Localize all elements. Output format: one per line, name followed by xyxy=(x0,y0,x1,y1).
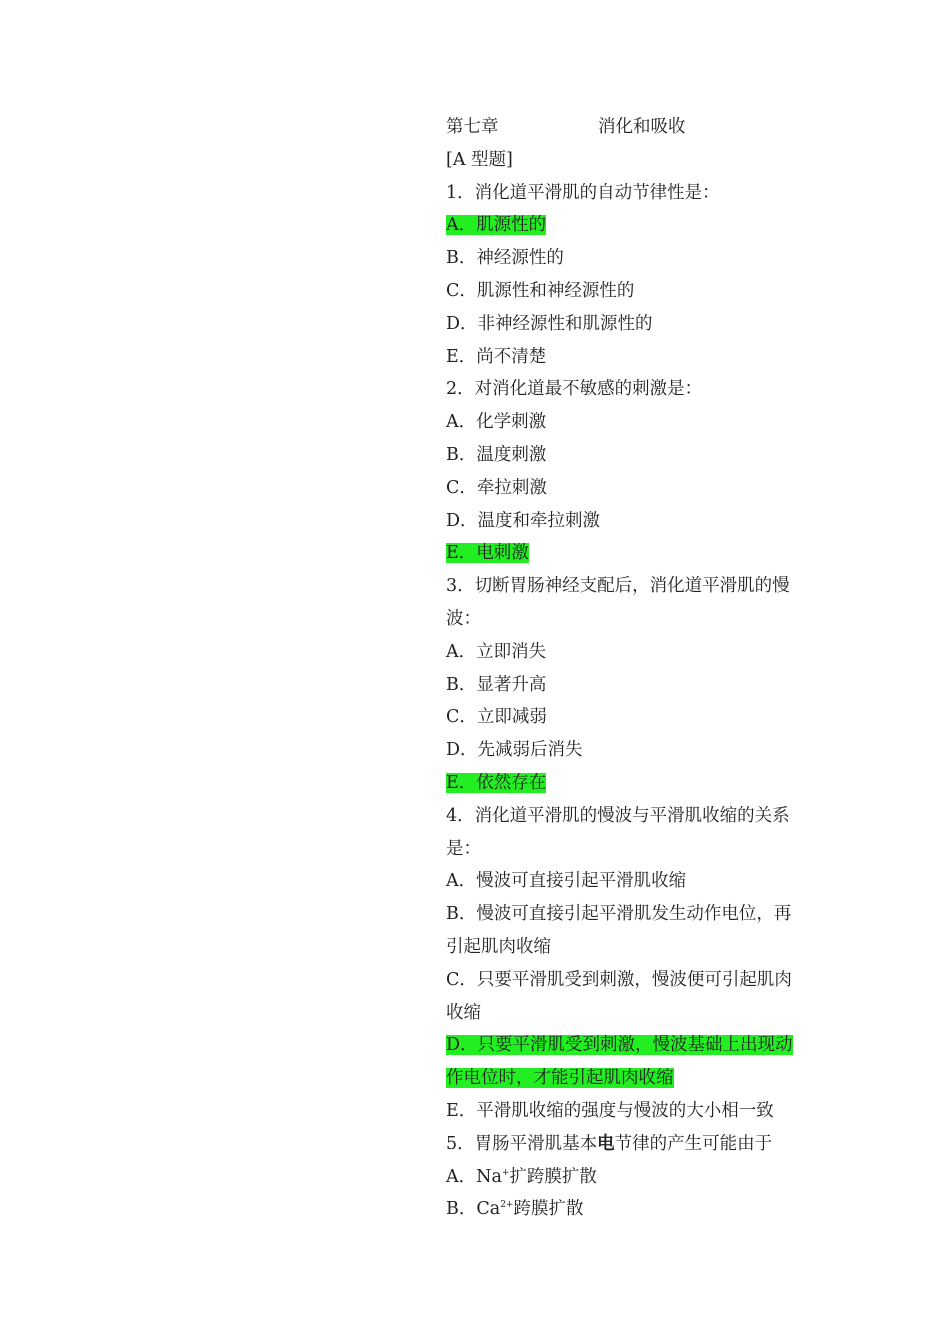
option: A．化学刺激 xyxy=(446,412,547,433)
option xyxy=(446,767,808,800)
stem-text: 5．胃肠平滑肌基本 xyxy=(446,1133,598,1154)
option: D．温度和牵拉刺激 xyxy=(446,510,601,531)
option: A．慢波可直接引起平滑肌收缩 xyxy=(446,871,687,892)
option-text: 跨膜扩散 xyxy=(513,1199,584,1220)
ion-charge: 2+ xyxy=(500,1200,514,1211)
correct-answer-highlight: D．只要平滑肌受到刺激，慢波基础上出现动作电位时，才能引起肌肉收缩 xyxy=(446,1035,793,1089)
correct-answer-highlight: E．依然存在 xyxy=(446,772,547,793)
option: D．非神经源性和肌源性的 xyxy=(446,313,653,334)
stem-bold-text: 电 xyxy=(597,1133,615,1154)
question-stem xyxy=(446,1128,808,1161)
chapter-number: 第七章 xyxy=(446,117,499,137)
option: C．肌源性和神经源性的 xyxy=(446,280,635,301)
ion-charge: + xyxy=(501,1167,510,1178)
option-text: 扩跨膜扩散 xyxy=(509,1166,597,1187)
option xyxy=(446,1029,808,1095)
option-text: B．Ca xyxy=(446,1199,501,1220)
option: B．慢波可直接引起平滑肌发生动作电位，再引起肌肉收缩 xyxy=(446,904,792,957)
option: B．神经源性的 xyxy=(446,248,564,269)
question-stem: 1．消化道平滑肌的自动节律性是： xyxy=(446,182,720,203)
option: E．平滑肌收缩的强度与慢波的大小相一致 xyxy=(446,1100,774,1121)
option xyxy=(446,1193,808,1226)
option-text: A．Na xyxy=(446,1166,502,1187)
option xyxy=(446,537,808,570)
question-stem: 2．对消化道最不敏感的刺激是： xyxy=(446,379,703,400)
option: B．显著升高 xyxy=(446,674,547,695)
question-stem: 3．切断胃肠神经支配后，消化道平滑肌的慢波： xyxy=(446,576,790,629)
correct-answer-highlight: E．电刺激 xyxy=(446,543,529,564)
question-column xyxy=(446,111,808,1226)
chapter-name: 消化和吸收 xyxy=(598,117,686,137)
option: B．温度刺激 xyxy=(446,444,547,465)
option: A．立即消失 xyxy=(446,641,547,662)
option: C．立即减弱 xyxy=(446,707,547,728)
question-stem: 4．消化道平滑肌的慢波与平滑肌收缩的关系是： xyxy=(446,805,790,859)
option xyxy=(446,209,808,242)
correct-answer-highlight: A．肌源性的 xyxy=(446,215,547,236)
option: D．先减弱后消失 xyxy=(446,740,583,761)
option xyxy=(446,1161,808,1194)
option: E．尚不清楚 xyxy=(446,346,547,367)
option: C．只要平滑肌受到刺激，慢波便可引起肌肉收缩 xyxy=(446,969,792,1023)
option: C．牵拉刺激 xyxy=(446,477,547,498)
section-heading: [A 型题] xyxy=(446,149,513,170)
chapter-heading xyxy=(446,111,808,144)
stem-text: 节律的产生可能由于 xyxy=(614,1133,773,1154)
